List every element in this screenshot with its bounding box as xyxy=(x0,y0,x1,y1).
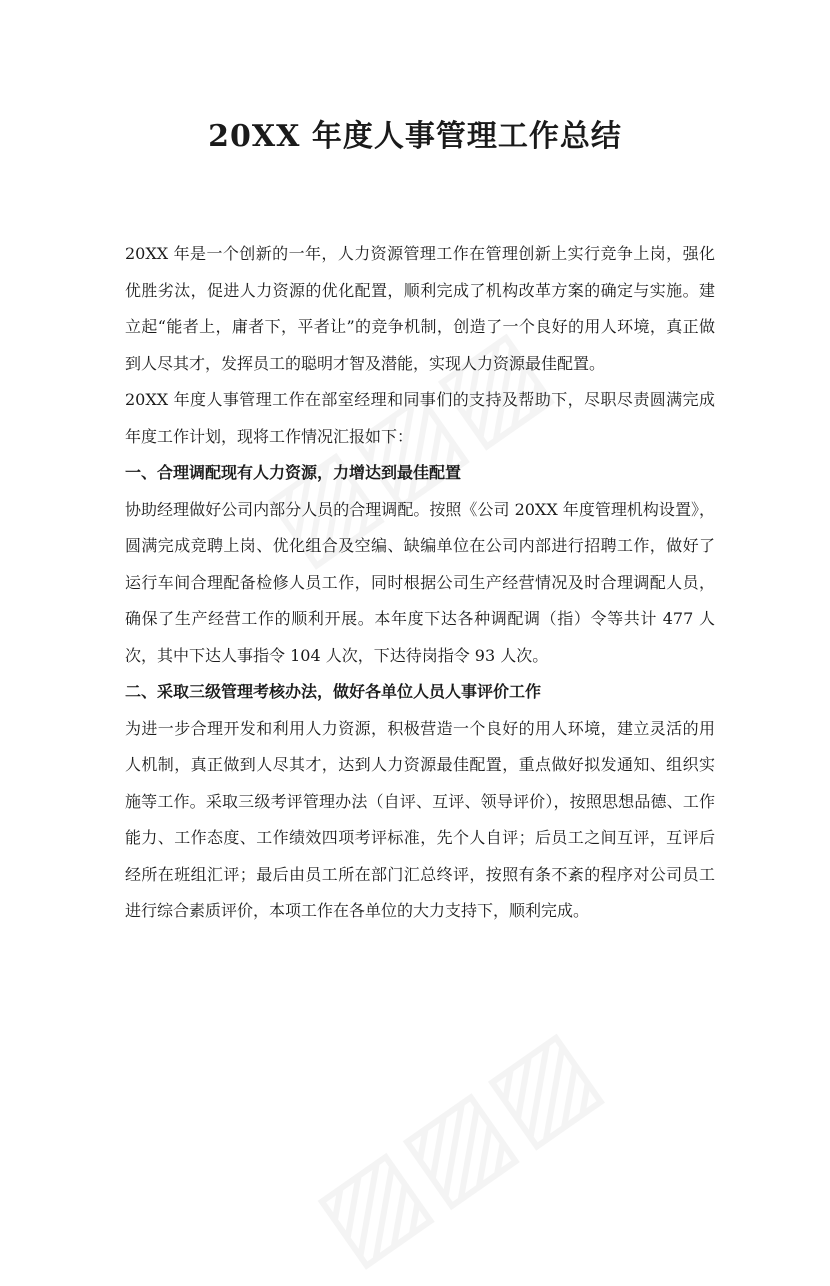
section-heading: 二、采取三级管理考核办法，做好各单位人员人事评价工作 xyxy=(125,682,542,701)
watermark-mark xyxy=(291,1002,620,1286)
section-heading: 一、合理调配现有人力资源，力增达到最佳配置 xyxy=(125,463,462,482)
document-body xyxy=(125,236,715,930)
document-title: 20XX 年度人事管理工作总结 xyxy=(208,119,622,154)
section-paragraph: 为进一步合理开发和利用人力资源，积极营造一个良好的用人环境，建立灵活的用人机制，真正做到人尽其才，达到人力资源最佳配置，重点做好拟发通知、组织实施等工作。采取三级考评管理办法（自评、互评、领导评价），按照思想品德、工作能力、工作态度、工作绩效四项考评标准，先个人自评；后员工之间互评，互评后经所在班组汇评；最后由员工所在部门汇总终评，按照有条不紊的程序对公司员工进行综合素质评价，本项工作在各单位的大力支持下，顺利完成。 xyxy=(125,718,715,920)
section-paragraph: 协助经理做好公司内部分人员的合理调配。按照《公司 20XX 年度管理机构设置》，圆满完成竞聘上岗、优化组合及空编、缺编单位在公司内部进行招聘工作，做好了运行车间合理配备检修人员工作，同时根据公司生产经营情况及时合理调配人员，确保了生产经营工作的顺利开展。本年度下达各种调配调（指）令等共计 477 人次，其中下达人事指令 104 人次，下达待岗指令 93 人次。 xyxy=(125,499,715,665)
intro-paragraph: 20XX 年度人事管理工作在部室经理和同事们的支持及帮助下，尽职尽责圆满完成年度工作计划，现将工作情况汇报如下： xyxy=(125,390,715,446)
intro-paragraph: 20XX 年是一个创新的一年，人力资源管理工作在管理创新上实行竞争上岗，强化优胜劣汰，促进人力资源的优化配置，顺利完成了机构改革方案的确定与实施。建立起“能者上，庸者下，平者让”的竞争机制，创造了一个良好的用人环境，真正做到人尽其才，发挥员工的聪明才智及潜能，实现人力资源最佳配置。 xyxy=(125,244,715,373)
